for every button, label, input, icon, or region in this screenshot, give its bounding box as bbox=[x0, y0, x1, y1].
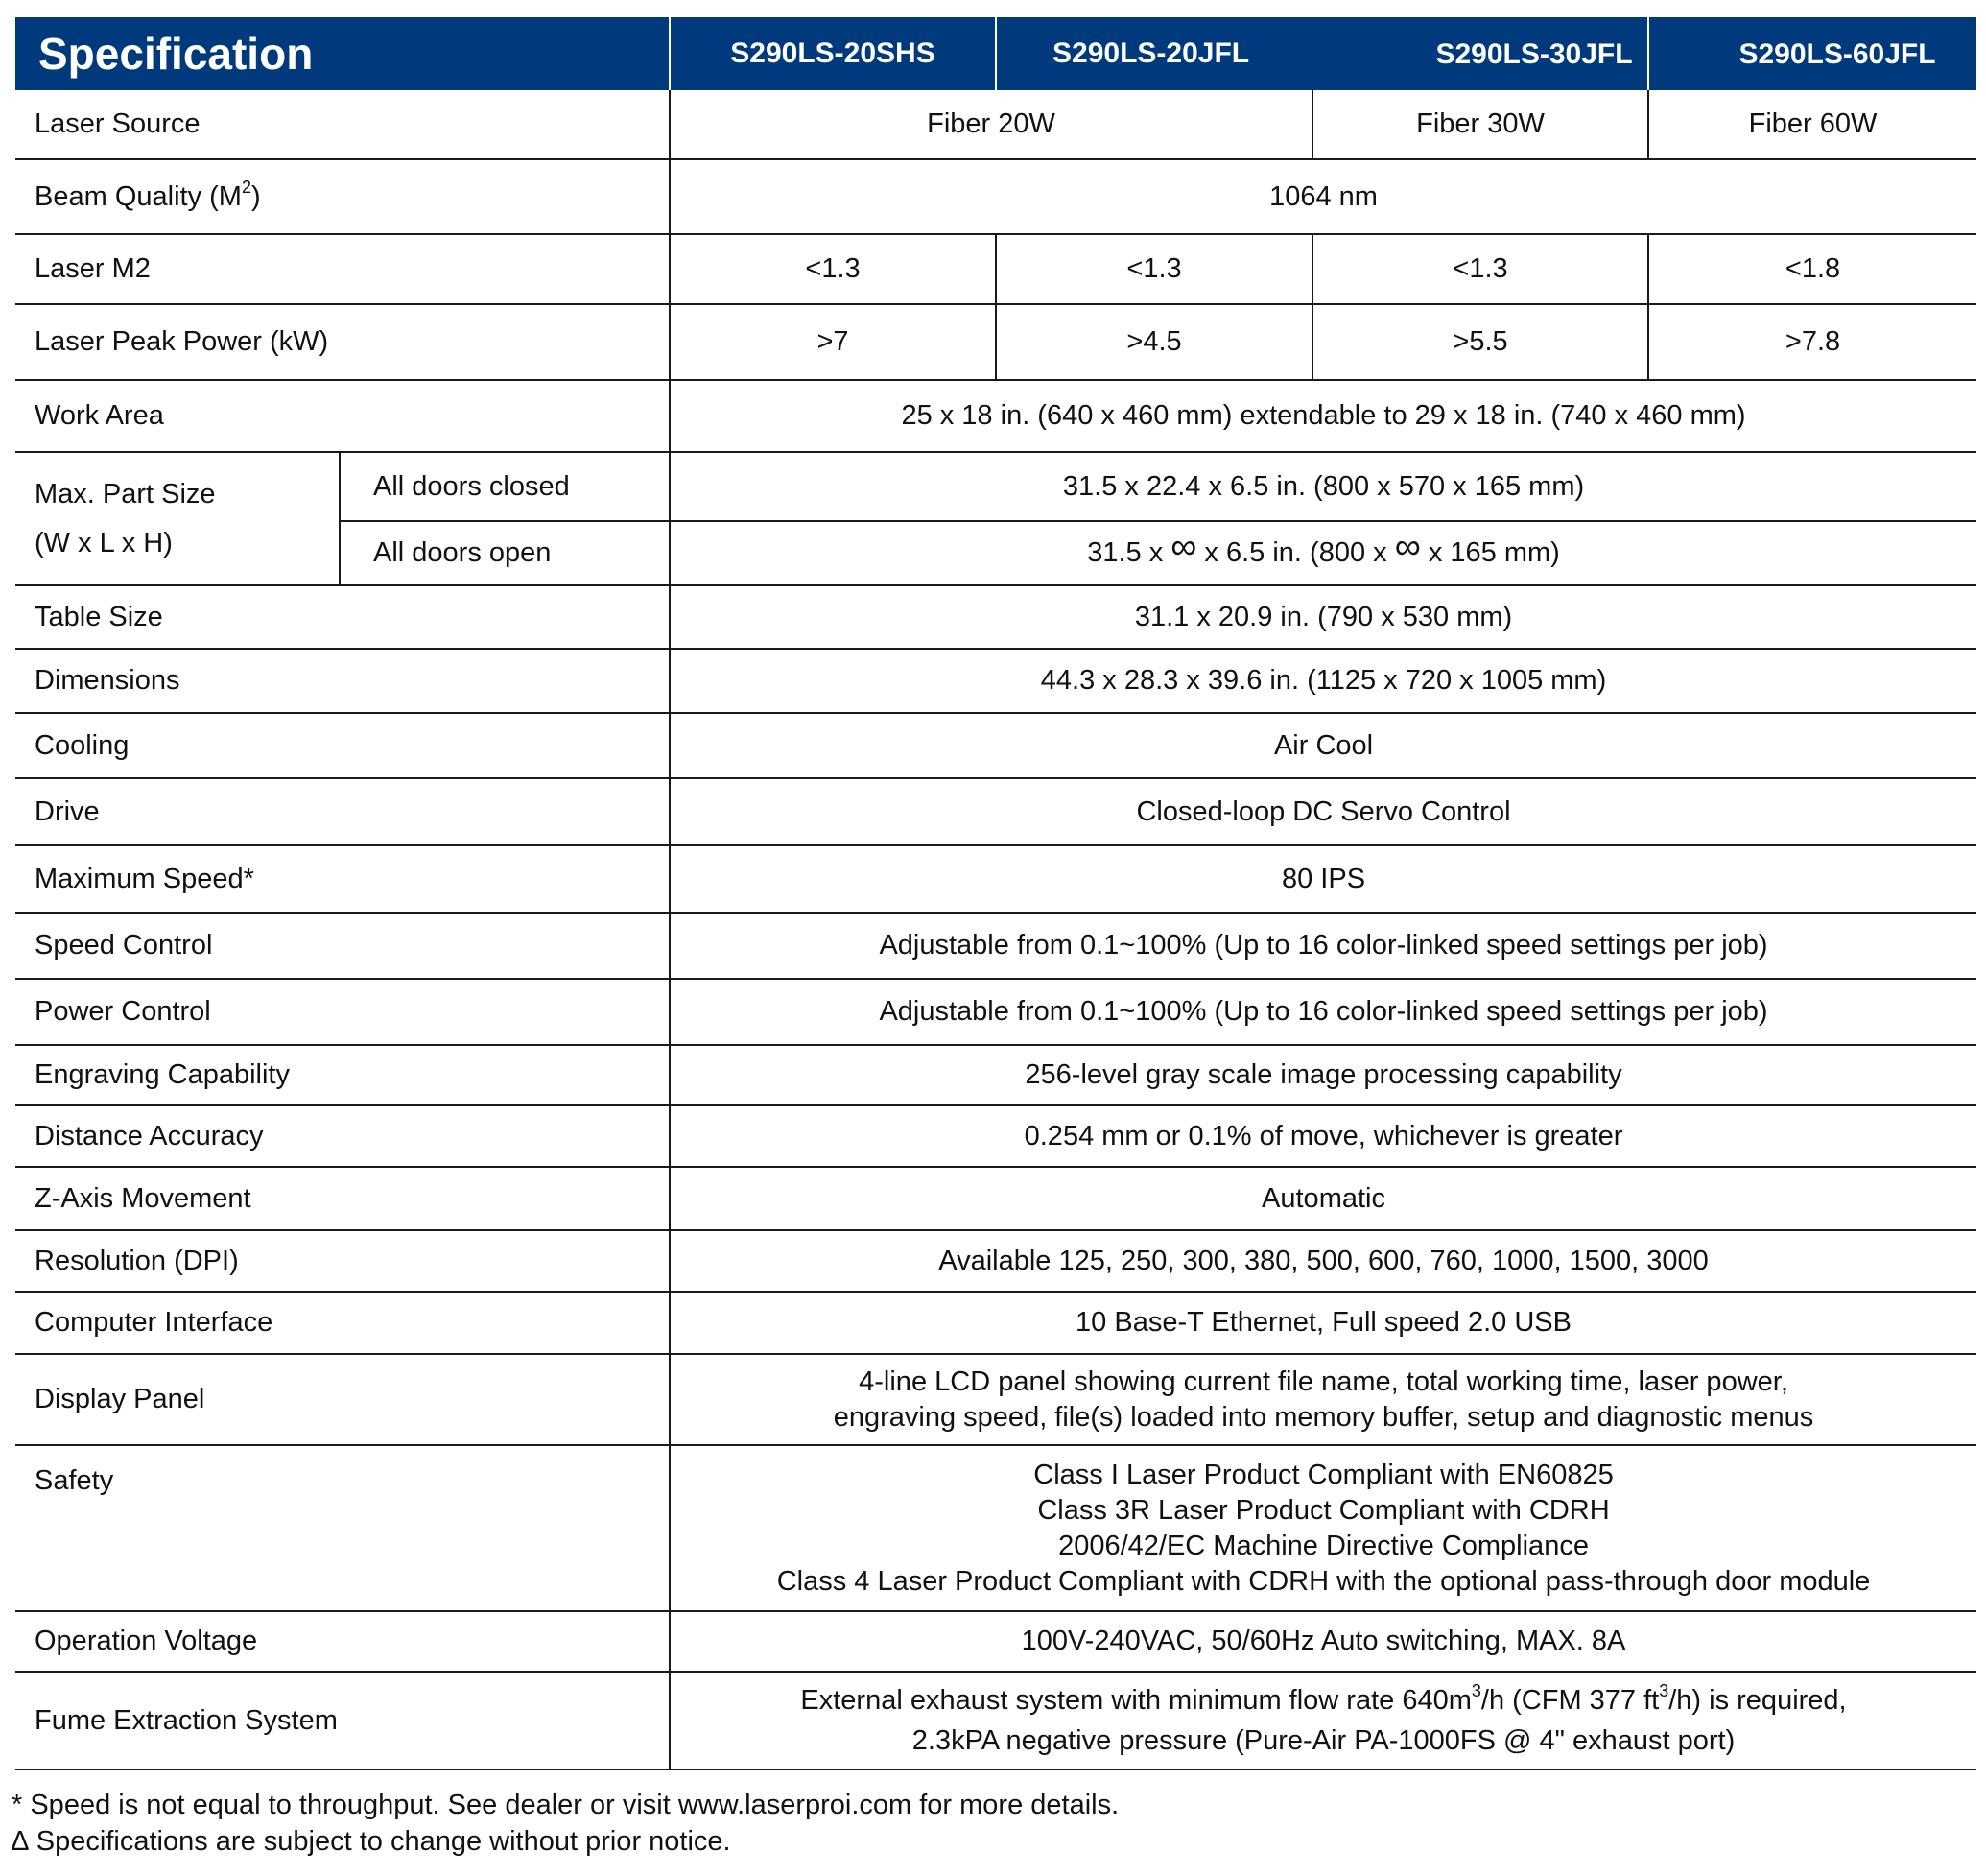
model-header-2: S290LS-20JFL bbox=[996, 17, 1648, 90]
row-label: Z-Axis Movement bbox=[15, 1167, 670, 1230]
beam-label-end: ) bbox=[250, 180, 261, 212]
engraving-value: 256-level gray scale image processing capability bbox=[670, 1045, 1976, 1105]
doors-open-value bbox=[670, 521, 1976, 585]
doors-closed-value: 31.5 x 22.4 x 6.5 in. (800 x 570 x 165 mm) bbox=[670, 452, 1976, 521]
doors-closed-label: All doors closed bbox=[340, 452, 670, 521]
beam-label-sup: 2 bbox=[241, 178, 251, 198]
display-line-2: engraving speed, file(s) loaded into memory buffer, setup and diagnostic menus bbox=[833, 1401, 1814, 1433]
power-control-value: Adjustable from 0.1~100% (Up to 16 color-linked speed settings per job) bbox=[670, 979, 1976, 1045]
max-part-label-1: Max. Part Size bbox=[35, 479, 216, 511]
table-size-value: 31.1 x 20.9 in. (790 x 530 mm) bbox=[670, 585, 1976, 649]
row-drive bbox=[15, 778, 1976, 845]
row-display bbox=[15, 1354, 1976, 1445]
cooling-value: Air Cool bbox=[670, 713, 1976, 778]
fume-text-c: /h) is required, bbox=[1668, 1685, 1847, 1716]
safety-line: Class 4 Laser Product Compliant with CDRH with the optional pass-through door module bbox=[776, 1565, 1871, 1597]
row-label: Operation Voltage bbox=[15, 1611, 670, 1672]
row-label: Display Panel bbox=[15, 1354, 670, 1445]
laser-source-value-20w: Fiber 20W bbox=[670, 90, 1312, 159]
display-line-1: 4-line LCD panel showing current file name, total working time, laser power, bbox=[859, 1366, 1788, 1398]
laser-source-value-30w: Fiber 30W bbox=[1312, 90, 1648, 159]
display-value bbox=[670, 1354, 1976, 1445]
row-engraving bbox=[15, 1045, 1976, 1105]
row-cooling bbox=[15, 713, 1976, 778]
row-label bbox=[15, 159, 670, 234]
footnote-change: ∆ Specifications are subject to change without prior notice. bbox=[12, 1826, 731, 1857]
row-distance bbox=[15, 1105, 1976, 1167]
footnote-speed: * Speed is not equal to throughput. See dealer or visit www.laserproi.com for more details. bbox=[12, 1790, 1120, 1820]
row-label: Table Size bbox=[15, 585, 670, 649]
row-interface bbox=[15, 1292, 1976, 1354]
fume-text-a: External exhaust system with minimum flow rate 640m bbox=[800, 1685, 1472, 1716]
doors-open-label: All doors open bbox=[340, 521, 670, 585]
laser-source-value-60w: Fiber 60W bbox=[1648, 90, 1976, 159]
model-header-1: S290LS-20SHS bbox=[670, 17, 996, 90]
row-work-area bbox=[15, 380, 1976, 452]
row-label: Safety bbox=[15, 1445, 670, 1611]
safety-line: 2006/42/EC Machine Directive Compliance bbox=[1058, 1530, 1589, 1561]
row-peak-power bbox=[15, 304, 1976, 380]
fume-value bbox=[670, 1672, 1976, 1769]
max-part-size-label bbox=[15, 452, 340, 585]
header-row bbox=[15, 17, 1976, 90]
row-label: Distance Accuracy bbox=[15, 1105, 670, 1167]
row-label: Engraving Capability bbox=[15, 1045, 670, 1105]
peak-power-value: >7 bbox=[670, 304, 996, 380]
open-part-3: x 165 mm) bbox=[1420, 537, 1560, 569]
safety-line: Class I Laser Product Compliant with EN60825 bbox=[1033, 1459, 1614, 1490]
model-header-4-text: S290LS-60JFL bbox=[1738, 38, 1936, 70]
peak-power-value: >5.5 bbox=[1312, 304, 1648, 380]
row-label: Power Control bbox=[15, 979, 670, 1045]
peak-power-value: >7.8 bbox=[1648, 304, 1976, 380]
row-label: Laser M2 bbox=[15, 234, 670, 304]
infinity-symbol: ∞ bbox=[1170, 527, 1197, 568]
row-label: Laser Peak Power (kW) bbox=[15, 304, 670, 380]
row-speed-control bbox=[15, 913, 1976, 979]
safety-value bbox=[670, 1445, 1976, 1611]
voltage-value: 100V-240VAC, 50/60Hz Auto switching, MAX. 8A bbox=[670, 1611, 1976, 1672]
row-max-speed bbox=[15, 845, 1976, 913]
fume-line-1 bbox=[671, 1680, 1976, 1721]
specification-table bbox=[15, 17, 1976, 1770]
table-title: Specification bbox=[15, 17, 670, 90]
row-label: Work Area bbox=[15, 380, 670, 452]
row-beam-quality bbox=[15, 159, 1976, 234]
z-axis-value: Automatic bbox=[670, 1167, 1976, 1230]
row-label: Laser Source bbox=[15, 90, 670, 159]
max-part-label-2: (W x L x H) bbox=[35, 527, 173, 558]
row-dimensions bbox=[15, 649, 1976, 713]
row-safety bbox=[15, 1445, 1976, 1611]
row-label: Computer Interface bbox=[15, 1292, 670, 1354]
row-laser-source bbox=[15, 90, 1976, 159]
row-laser-m2 bbox=[15, 234, 1976, 304]
row-z-axis bbox=[15, 1167, 1976, 1230]
fume-text-b: /h (CFM 377 ft bbox=[1480, 1685, 1660, 1716]
row-table-size bbox=[15, 585, 1976, 649]
distance-value: 0.254 mm or 0.1% of move, whichever is greater bbox=[670, 1105, 1976, 1167]
m2-value: <1.8 bbox=[1648, 234, 1976, 304]
beam-label-text: Beam Quality (M bbox=[35, 180, 242, 212]
open-part-1: 31.5 x bbox=[1087, 537, 1171, 569]
speed-control-value: Adjustable from 0.1~100% (Up to 16 color-linked speed settings per job) bbox=[670, 913, 1976, 979]
row-fume bbox=[15, 1672, 1976, 1769]
interface-value: 10 Base-T Ethernet, Full speed 2.0 USB bbox=[670, 1292, 1976, 1354]
safety-line: Class 3R Laser Product Compliant with CDRH bbox=[1037, 1494, 1610, 1526]
row-voltage bbox=[15, 1611, 1976, 1672]
footnotes bbox=[12, 1787, 1119, 1860]
m2-value: <1.3 bbox=[670, 234, 996, 304]
infinity-symbol: ∞ bbox=[1394, 527, 1421, 568]
max-speed-value: 80 IPS bbox=[670, 845, 1976, 913]
row-label: Fume Extraction System bbox=[15, 1672, 670, 1769]
beam-quality-value: 1064 nm bbox=[670, 159, 1976, 234]
m2-value: <1.3 bbox=[1312, 234, 1648, 304]
fume-sup: 3 bbox=[1659, 1681, 1669, 1701]
m2-value: <1.3 bbox=[996, 234, 1312, 304]
row-power-control bbox=[15, 979, 1976, 1045]
row-label: Speed Control bbox=[15, 913, 670, 979]
drive-value: Closed-loop DC Servo Control bbox=[670, 778, 1976, 845]
row-label: Maximum Speed* bbox=[15, 845, 670, 913]
row-label: Drive bbox=[15, 778, 670, 845]
resolution-value: Available 125, 250, 300, 380, 500, 600, 760, 1000, 1500, 3000 bbox=[670, 1230, 1976, 1292]
work-area-value: 25 x 18 in. (640 x 460 mm) extendable to 29 x 18 in. (740 x 460 mm) bbox=[670, 380, 1976, 452]
fume-sup: 3 bbox=[1471, 1681, 1481, 1701]
peak-power-value: >4.5 bbox=[996, 304, 1312, 380]
open-part-2: x 6.5 in. (800 x bbox=[1196, 537, 1395, 569]
row-resolution bbox=[15, 1230, 1976, 1292]
row-label: Cooling bbox=[15, 713, 670, 778]
fume-line-2: 2.3kPA negative pressure (Pure-Air PA-1000FS @ 4" exhaust port) bbox=[911, 1725, 1736, 1756]
row-label: Dimensions bbox=[15, 649, 670, 713]
dimensions-value: 44.3 x 28.3 x 39.6 in. (1125 x 720 x 1005 mm) bbox=[670, 649, 1976, 713]
model-header-3-text: S290LS-30JFL bbox=[1435, 38, 1633, 70]
row-label: Resolution (DPI) bbox=[15, 1230, 670, 1292]
row-max-part-closed bbox=[15, 452, 1976, 521]
model-header-3 bbox=[1435, 17, 1976, 90]
